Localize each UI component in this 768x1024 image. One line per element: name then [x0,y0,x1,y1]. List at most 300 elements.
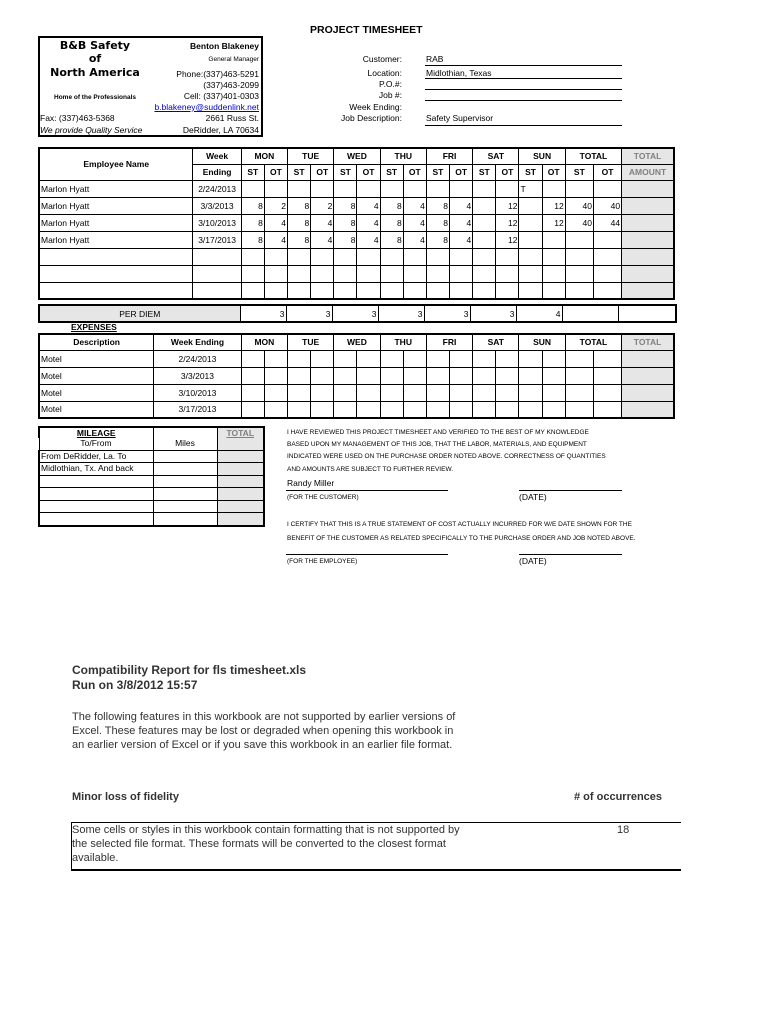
hours-cell [473,180,496,197]
expense-total-cell [622,367,674,384]
total-amount-cell [622,282,674,299]
customer-signature-line [286,478,448,491]
hours-cell [450,180,473,197]
ot-header: OT [357,164,380,180]
hours-cell [542,248,565,265]
wed-header: WED [334,148,380,164]
hours-cell: 8 [334,197,357,214]
hours-cell [473,214,496,231]
hours-cell [593,180,621,197]
employee-name-header: Employee Name [39,148,193,180]
expense-amount-cell [311,367,334,384]
hours-cell: 12 [542,214,565,231]
hours-cell: 12 [496,197,519,214]
expense-total-cell [622,350,674,367]
ot-header: OT [593,164,621,180]
hours-cell [403,180,426,197]
expenses-table [38,333,675,419]
customer-underline [425,54,622,66]
hours-cell [357,265,380,282]
employee-name-cell: Marlon Hyatt [39,180,193,197]
mileage-to-from-cell: Midlothian, Tx. And back [39,463,153,476]
week-ending-cell: 3/3/2013 [193,197,241,214]
week-ending-cell [193,282,241,299]
week-ending-cell [193,248,241,265]
timesheet-row [39,197,674,214]
st-header: ST [473,164,496,180]
hours-cell [519,231,542,248]
expense-sat-header: SAT [473,334,519,350]
sat-header: SAT [473,148,519,164]
sun-header: SUN [519,148,565,164]
compat-item-top-rule [71,822,681,823]
employee-name-cell: Marlon Hyatt [39,197,193,214]
hours-cell [288,248,311,265]
compat-report-title: Compatibility Report for fls timesheet.xls [72,663,307,677]
hours-cell [288,180,311,197]
hours-cell: 8 [241,214,264,231]
expense-amount-cell [334,401,357,418]
expense-description-cell: Motel [39,384,154,401]
company-slogan: We provide Quality Service [40,125,143,135]
total-amount-header-1: TOTAL [622,148,674,164]
hours-cell [542,231,565,248]
expense-total-cell [622,401,674,418]
expense-amount-cell [334,384,357,401]
compat-item-bottom-rule [71,869,681,871]
expense-amount-cell [450,384,473,401]
expense-amount-cell [519,367,542,384]
expense-amount-cell [426,401,449,418]
mileage-total-cell [217,438,264,450]
hours-cell [519,265,542,282]
mileage-table [38,426,265,527]
employee-date-label: (DATE) [519,556,547,566]
hours-cell: 4 [450,231,473,248]
hours-cell [565,282,593,299]
expense-amount-cell [288,367,311,384]
mileage-row [39,450,264,463]
hours-cell: 4 [357,231,380,248]
expense-amount-cell [473,401,496,418]
hours-cell [426,282,449,299]
contact-cell: Cell: (337)401-0303 [183,91,259,101]
customer-date-label: (DATE) [519,492,547,502]
expense-amount-cell [380,367,403,384]
per-diem-mon: 3 [240,305,286,322]
hours-cell: 40 [593,197,621,214]
expense-amount-cell [565,401,593,418]
expense-description-cell: Motel [39,367,154,384]
hours-cell [311,282,334,299]
expense-amount-cell [542,350,565,367]
per-diem-table [38,304,677,323]
per-diem-fri: 3 [424,305,470,322]
expense-amount-cell [380,350,403,367]
hours-cell [334,265,357,282]
compat-intro-line-3: an earlier version of Excel or if you save this workbook in an earlier file format. [72,739,453,751]
hours-cell [542,265,565,282]
ot-header: OT [403,164,426,180]
mileage-row [39,488,264,501]
expense-description-header: Description [39,334,154,350]
hours-cell [311,248,334,265]
employee-name-cell [39,282,193,299]
mileage-blank [153,427,217,438]
hours-cell: 8 [334,214,357,231]
hours-cell: 4 [450,197,473,214]
hours-cell: 2 [311,197,334,214]
expense-amount-cell [311,384,334,401]
expense-amount-cell [593,384,621,401]
fri-header: FRI [426,148,472,164]
expense-amount-cell [264,350,287,367]
expense-week-ending-cell: 2/24/2013 [154,350,242,367]
expense-thu-header: THU [380,334,426,350]
expense-amount-cell [426,367,449,384]
per-diem-thu: 3 [378,305,424,322]
customer-cert-line-3: INDICATED WERE USED ON THE PURCHASE ORDER NOTED ABOVE. CORRECTNESS OF QUANTITIES [287,453,606,460]
expense-amount-cell [496,350,519,367]
hours-cell: 8 [241,197,264,214]
expense-amount-cell [241,367,264,384]
ot-header: OT [496,164,519,180]
timesheet-table [38,147,675,300]
employee-signature-line [286,544,448,555]
mileage-to-from-cell [39,513,153,526]
st-header: ST [288,164,311,180]
location-value: Midlothian, Texas [426,68,492,78]
mileage-miles-cell [153,475,217,488]
compat-occurrences-header: # of occurrences [574,791,663,803]
expense-amount-cell [380,384,403,401]
expense-amount-cell [264,367,287,384]
hours-cell: 12 [496,214,519,231]
mileage-miles-cell [153,500,217,513]
per-diem-amount [618,305,676,322]
expense-amount-cell [357,384,380,401]
hours-cell [264,248,287,265]
hours-cell [288,282,311,299]
mileage-to-from-cell [39,500,153,513]
mileage-total-header: TOTAL [217,427,264,438]
expense-description-cell: Motel [39,350,154,367]
expense-amount-cell [450,401,473,418]
job-description-underline [425,113,622,126]
expense-amount-cell [426,350,449,367]
per-diem-sat: 3 [470,305,516,322]
employee-cert-line-1: I CERTIFY THAT THIS IS A TRUE STATEMENT OF COST ACTUALLY INCURRED FOR W/E DATE SHOWN FOR THE [287,521,632,528]
expense-amount-cell [565,367,593,384]
hours-cell [334,248,357,265]
hours-cell [496,180,519,197]
hours-cell [311,265,334,282]
hours-cell [593,231,621,248]
mileage-title: MILEAGE [39,427,153,438]
per-diem-total [562,305,618,322]
expense-mon-header: MON [241,334,287,350]
timesheet-row [39,214,674,231]
mon-header: MON [241,148,287,164]
hours-cell: 40 [565,197,593,214]
mileage-miles-cell [153,513,217,526]
expense-wed-header: WED [334,334,380,350]
mileage-total-cell [217,513,264,526]
hours-cell: 8 [241,231,264,248]
ending-header: Ending [193,164,241,180]
hours-cell [450,282,473,299]
company-box [38,36,263,137]
expense-amount-cell [519,350,542,367]
employee-cert-line-2: BENEFIT OF THE CUSTOMER AS RELATED SPECIFICALLY TO THE PURCHASE ORDER AND JOB NOTED ABOVE. [287,535,636,542]
expense-amount-cell [519,384,542,401]
st-header: ST [334,164,357,180]
mileage-total-cell [217,450,264,463]
hours-cell: 4 [264,214,287,231]
contact-title: General Manager [208,56,259,63]
expense-amount-cell [542,401,565,418]
hours-cell [473,265,496,282]
mileage-to-from-header: To/From [39,438,153,450]
contact-email-link[interactable]: b.blakeney@suddenlink.net [154,102,259,112]
location-underline [425,68,622,79]
expense-amount-cell [426,384,449,401]
mileage-row [39,513,264,526]
expense-amount-cell [496,384,519,401]
hours-cell: 8 [380,231,403,248]
expense-amount-cell [264,401,287,418]
expense-row [39,367,674,384]
hours-cell [565,248,593,265]
expense-amount-cell [403,367,426,384]
hours-cell [593,282,621,299]
employee-name-cell [39,248,193,265]
hours-cell: 4 [403,231,426,248]
expense-description-cell: Motel [39,401,154,418]
mileage-miles-header: Miles [153,438,217,450]
hours-cell [264,265,287,282]
expense-amount-cell [241,401,264,418]
mileage-miles-cell [153,463,217,476]
expense-amount-cell [593,401,621,418]
tue-header: TUE [288,148,334,164]
expense-amount-cell [403,384,426,401]
total-amount-cell [622,248,674,265]
expense-amount-cell [496,401,519,418]
employee-name-cell [39,265,193,282]
hours-cell: 44 [593,214,621,231]
mileage-total-cell [217,488,264,501]
expense-fri-header: FRI [426,334,472,350]
compat-item-count: 18 [617,824,630,836]
week-header: Week [193,148,241,164]
hours-cell: 4 [403,197,426,214]
po-underline [425,79,622,90]
ot-header: OT [264,164,287,180]
hours-cell: 4 [311,231,334,248]
hours-cell [357,248,380,265]
st-header: ST [241,164,264,180]
hours-cell: 4 [311,214,334,231]
hours-cell: 8 [380,197,403,214]
hours-cell [565,265,593,282]
expense-total-cell [622,384,674,401]
hours-cell [241,180,264,197]
hours-cell [241,265,264,282]
hours-cell [357,282,380,299]
mileage-total-cell [217,475,264,488]
contact-street: 2661 Russ St. [205,113,259,123]
mileage-row [39,500,264,513]
hours-cell [473,282,496,299]
total-amount-cell [622,197,674,214]
job-underline [425,90,622,101]
hours-cell [264,180,287,197]
expense-amount-cell [403,350,426,367]
st-header: ST [519,164,542,180]
company-name-1: B&B Safety [59,39,131,52]
location-label: Location: [367,68,402,78]
mileage-to-from-cell: From DeRidder, La. To [39,450,153,463]
hours-cell [403,282,426,299]
total-header: TOTAL [565,148,621,164]
customer-signature-name: Randy Miller [287,478,335,488]
hours-cell [593,248,621,265]
expense-amount-cell [473,367,496,384]
hours-cell [311,180,334,197]
expense-row [39,401,674,418]
employee-name-cell: Marlon Hyatt [39,231,193,248]
expense-amount-cell [542,367,565,384]
hours-cell [519,282,542,299]
contact-phone: Phone:(337)463-5291 [176,69,259,79]
customer-value: RAB [426,54,444,64]
week-ending-label: Week Ending: [349,102,402,112]
compat-item-line-1: Some cells or styles in this workbook contain formatting that is not supported by [72,824,460,836]
customer-date-line [519,478,622,491]
expense-tue-header: TUE [288,334,334,350]
ot-header: OT [542,164,565,180]
compat-item-line-3: available. [72,852,119,864]
per-diem-tue: 3 [286,305,332,322]
hours-cell [426,248,449,265]
employee-name-cell: Marlon Hyatt [39,214,193,231]
expense-amount-cell [288,401,311,418]
hours-cell: 8 [426,197,449,214]
mileage-miles-cell [153,450,217,463]
company-fax: Fax: (337)463-5368 [40,113,115,123]
hours-cell: 8 [288,197,311,214]
hours-cell [334,180,357,197]
expense-row [39,350,674,367]
expense-amount-cell [334,350,357,367]
st-header: ST [426,164,449,180]
st-header: ST [380,164,403,180]
expense-amount-cell [241,384,264,401]
mileage-row [39,475,264,488]
company-name-3: North America [50,66,140,79]
hours-cell [496,282,519,299]
total-amount-header-2: AMOUNT [622,164,674,180]
hours-cell [380,248,403,265]
expense-week-ending-header: Week Ending [154,334,242,350]
hours-cell: 8 [426,231,449,248]
timesheet-row [39,248,674,265]
expense-amount-cell [450,350,473,367]
hours-cell [519,197,542,214]
expense-sun-header: SUN [519,334,565,350]
total-amount-cell [622,180,674,197]
expense-amount-cell [241,350,264,367]
expense-amount-cell [473,350,496,367]
week-ending-cell: 3/17/2013 [193,231,241,248]
hours-cell: 4 [357,197,380,214]
hours-cell [380,180,403,197]
hours-cell [496,265,519,282]
hours-cell: 4 [403,214,426,231]
hours-cell: 12 [496,231,519,248]
expense-amount-cell [264,384,287,401]
mileage-to-from-cell [39,488,153,501]
hours-cell [426,180,449,197]
hours-cell [380,282,403,299]
expense-amount-cell [450,367,473,384]
expense-amount-cell [565,384,593,401]
expense-total-header: TOTAL [565,334,621,350]
hours-cell: 12 [542,197,565,214]
customer-cert-line-4: AND AMOUNTS ARE SUBJECT TO FURTHER REVIEW. [287,466,454,473]
expense-amount-cell [380,401,403,418]
hours-cell: 2 [264,197,287,214]
hours-cell [593,265,621,282]
expense-amount-cell [311,350,334,367]
hours-cell: T [519,180,542,197]
hours-cell: 8 [380,214,403,231]
expense-amount-cell [593,350,621,367]
expense-amount-cell [357,401,380,418]
compat-intro-line-2: Excel. These features may be lost or degraded when opening this workbook in [72,725,454,737]
hours-cell [565,180,593,197]
mileage-total-cell [217,500,264,513]
ot-header: OT [450,164,473,180]
expense-amount-header: TOTAL [622,334,674,350]
employee-date-line [519,544,622,555]
mileage-miles-cell [153,488,217,501]
expenses-title: EXPENSES [71,322,117,332]
timesheet-row [39,265,674,282]
customer-cert-line-1: I HAVE REVIEWED THIS PROJECT TIMESHEET AND VERIFIED TO THE BEST OF MY KNOWLEDGE [287,429,589,436]
hours-cell [496,248,519,265]
hours-cell [542,282,565,299]
expense-week-ending-cell: 3/3/2013 [154,367,242,384]
hours-cell [473,248,496,265]
compat-item-line-2: the selected file format. These formats will be converted to the closest format [72,838,446,850]
timesheet-row [39,282,674,299]
hours-cell [403,248,426,265]
week-ending-cell: 2/24/2013 [193,180,241,197]
compat-section-title: Minor loss of fidelity [72,791,179,803]
hours-cell [288,265,311,282]
hours-cell [241,248,264,265]
hours-cell [357,180,380,197]
contact-phone-2: (337)463-2099 [203,80,259,90]
expense-amount-cell [288,384,311,401]
total-amount-cell [622,265,674,282]
expense-amount-cell [288,350,311,367]
per-diem-wed: 3 [332,305,378,322]
for-employee-label: (FOR THE EMPLOYEE) [287,558,358,565]
mileage-total-cell [217,463,264,476]
